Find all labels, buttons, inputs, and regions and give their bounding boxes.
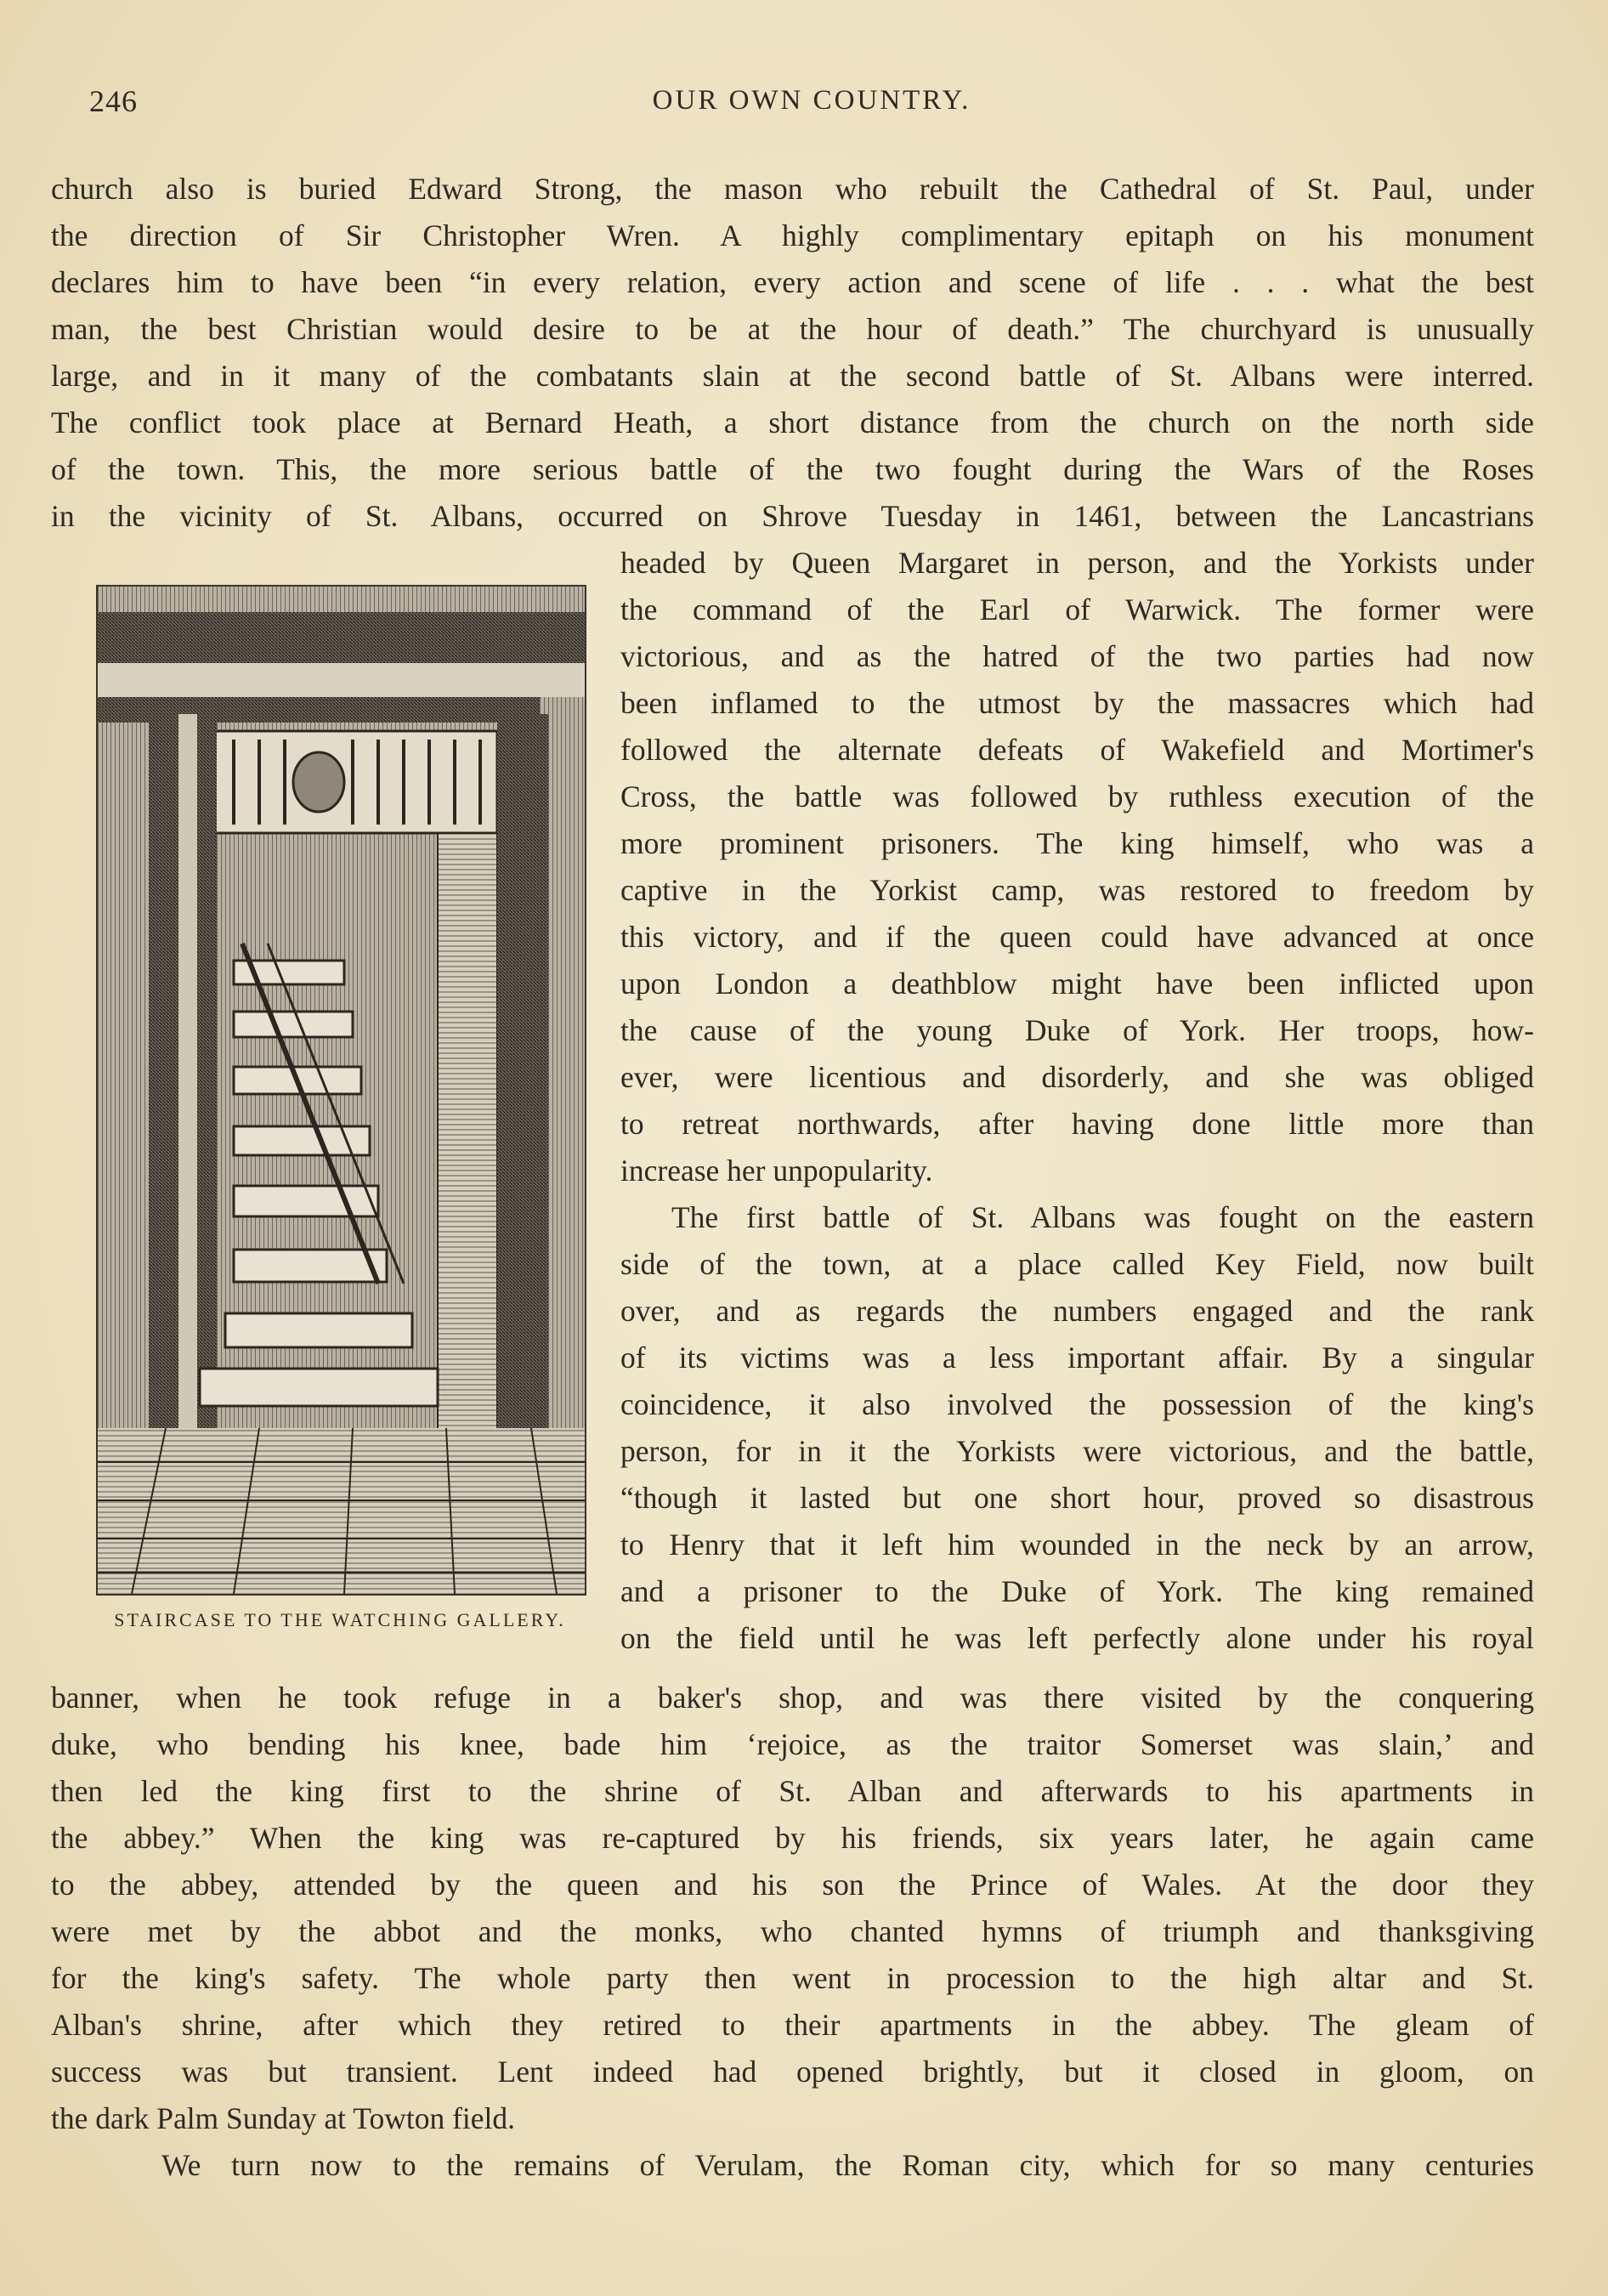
- text-line: The conflict took place at Bernard Heath, a short distance from the church on the north side: [51, 405, 1534, 439]
- text-line: of the town. This, the more serious battle of the two fought during the Wars of the Roses: [51, 452, 1534, 486]
- text-line: captive in the Yorkist camp, was restored to freedom by: [620, 873, 1534, 907]
- text-line: church also is buried Edward Strong, the mason who rebuilt the Cathedral of St. Paul, under: [51, 172, 1534, 206]
- text-line: to the abbey, attended by the queen and his son the Prince of Wales. At the door they: [51, 1868, 1534, 1902]
- text-line: upon London a deathblow might have been inflicted upon: [620, 967, 1534, 1001]
- text-line: headed by Queen Margaret in person, and the Yorkists under: [620, 546, 1534, 580]
- text-line: large, and in it many of the combatants slain at the second battle of St. Albans were interred.: [51, 359, 1534, 393]
- text-line: been inflamed to the utmost by the massacres which had: [620, 686, 1534, 720]
- paragraph-first-line: The first battle of St. Albans was fought on the eastern: [671, 1200, 1534, 1234]
- text-line: increase her unpopularity.: [620, 1154, 933, 1188]
- text-line: success was but transient. Lent indeed had opened brightly, but it closed in gloom, on: [51, 2055, 1534, 2089]
- text-line: the cause of the young Duke of York. Her troops, how-: [620, 1013, 1534, 1047]
- text-line: over, and as regards the numbers engaged and the rank: [620, 1294, 1534, 1328]
- staircase-engraving: [96, 585, 586, 1596]
- text-line: then led the king first to the shrine of St. Alban and afterwards to his apartments in: [51, 1774, 1534, 1808]
- text-line: for the king's safety. The whole party then went in procession to the high altar and St.: [51, 1961, 1534, 1995]
- text-line: “though it lasted but one short hour, proved so disastrous: [620, 1481, 1534, 1515]
- text-line: duke, who bending his knee, bade him ‘rejoice, as the traitor Somerset was slain,’ and: [51, 1727, 1534, 1761]
- text-line: the command of the Earl of Warwick. The former were: [620, 592, 1534, 626]
- text-line: and a prisoner to the Duke of York. The king remained: [620, 1574, 1534, 1608]
- running-title: OUR OWN COUNTRY.: [652, 85, 971, 116]
- text-line: on the field until he was left perfectly alone under his royal: [620, 1621, 1534, 1655]
- text-line: Cross, the battle was followed by ruthless execution of the: [620, 780, 1534, 814]
- text-line: to retreat northwards, after having done little more than: [620, 1107, 1534, 1141]
- text-line: the abbey.” When the king was re-captured by his friends, six years later, he again came: [51, 1821, 1534, 1855]
- text-line: declares him to have been “in every relation, every action and scene of life . . . what the best: [51, 265, 1534, 299]
- text-line: coincidence, it also involved the possession of the king's: [620, 1387, 1534, 1421]
- text-line: person, for in it the Yorkists were victorious, and the battle,: [620, 1434, 1534, 1468]
- text-line: in the vicinity of St. Albans, occurred on Shrove Tuesday in 1461, between the Lancastrians: [51, 499, 1534, 533]
- running-head: [89, 83, 1534, 126]
- text-line: Alban's shrine, after which they retired to their apartments in the abbey. The gleam of: [51, 2008, 1534, 2042]
- text-line: followed the alternate defeats of Wakefield and Mortimer's: [620, 733, 1534, 767]
- text-line: more prominent prisoners. The king himself, who was a: [620, 826, 1534, 860]
- figure-caption: STAIRCASE TO THE WATCHING GALLERY.: [114, 1609, 566, 1630]
- text-line: the direction of Sir Christopher Wren. A highly complimentary epitaph on his monument: [51, 218, 1534, 252]
- text-line: victorious, and as the hatred of the two parties had now: [620, 639, 1534, 673]
- text-line: the dark Palm Sunday at Towton field.: [51, 2101, 516, 2135]
- text-line: this victory, and if the queen could have advanced at once: [620, 920, 1534, 954]
- text-line: side of the town, at a place called Key Field, now built: [620, 1247, 1534, 1281]
- text-line: to Henry that it left him wounded in the neck by an arrow,: [620, 1528, 1534, 1562]
- text-line: man, the best Christian would desire to be at the hour of death.” The churchyard is unusually: [51, 312, 1534, 346]
- engraving-illustration: [98, 587, 585, 1594]
- text-line: were met by the abbot and the monks, who chanted hymns of triumph and thanksgiving: [51, 1914, 1534, 1948]
- paragraph-first-line: We turn now to the remains of Verulam, the Roman city, which for so many centuries: [161, 2148, 1534, 2182]
- text-line: of its victims was a less important affair. By a singular: [620, 1341, 1534, 1375]
- text-line: ever, were licentious and disorderly, and she was obliged: [620, 1060, 1534, 1094]
- text-line: banner, when he took refuge in a baker's shop, and was there visited by the conquering: [51, 1681, 1534, 1715]
- page-number: 246: [89, 84, 138, 118]
